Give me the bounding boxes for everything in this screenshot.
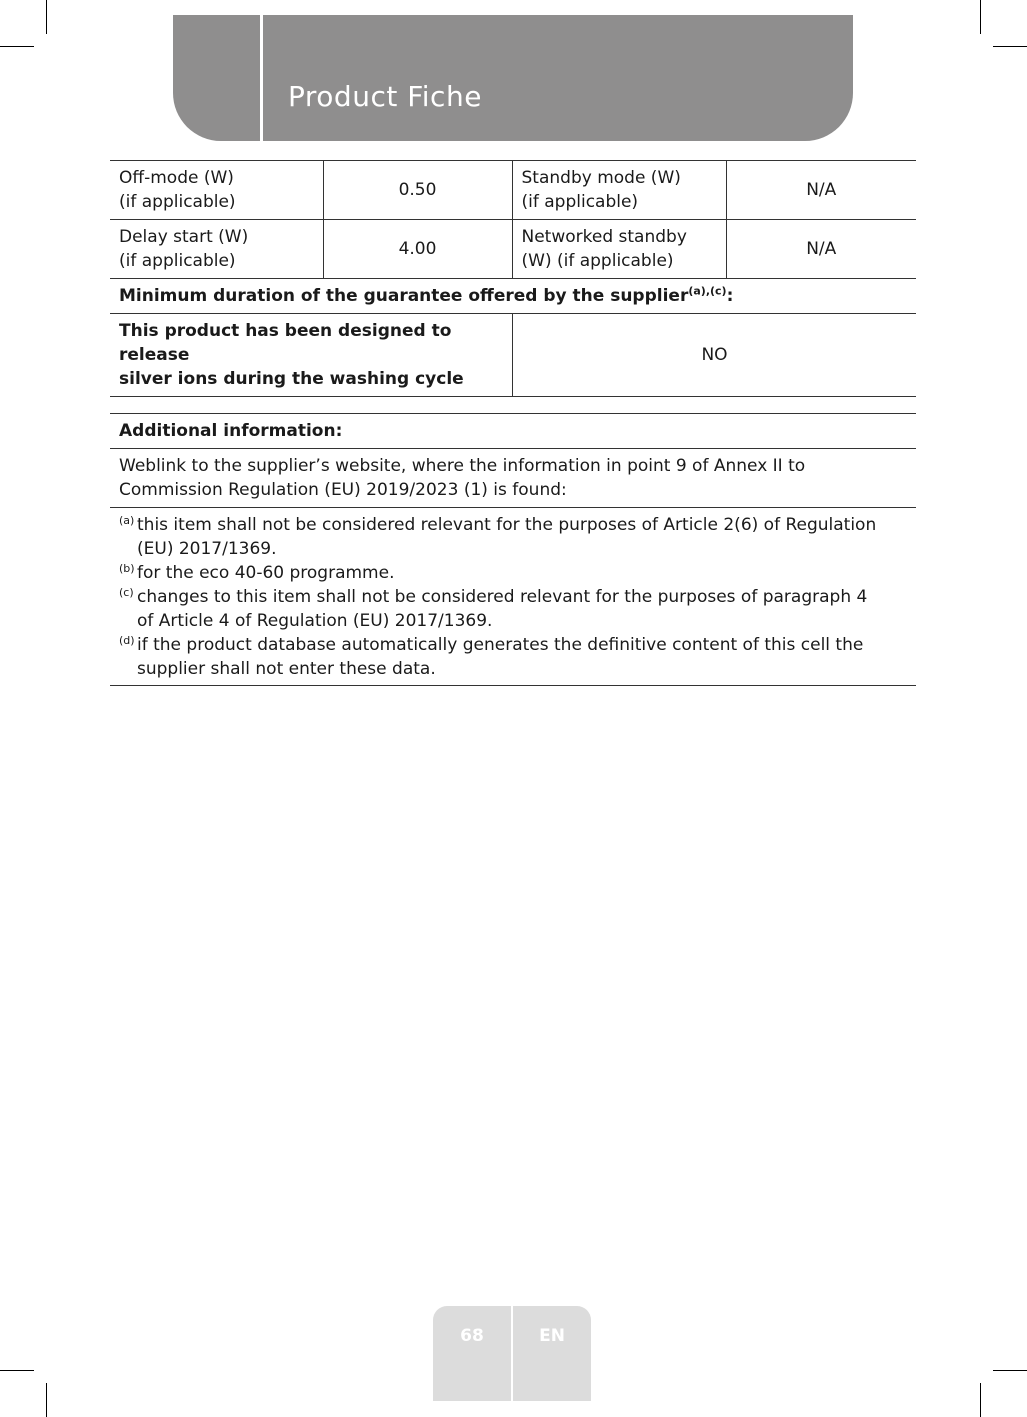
crop-mark	[0, 1370, 34, 1371]
delay-start-value: 4.00	[323, 220, 512, 279]
footnote	[119, 513, 907, 561]
footnote-text: changes to this item shall not be considered relevant for the purposes of paragraph 4 of Article 4 of Regulation (EU) 2017/1369.	[137, 587, 868, 631]
crop-mark	[993, 46, 1027, 47]
footnote-text: if the product database automatically generates the definitive content of this cell the supplier shall not enter these data.	[137, 635, 864, 679]
footnote-text: this item shall not be considered relevant for the purposes of Article 2(6) of Regulation (EU) 2017/1369.	[137, 515, 877, 559]
additional-info-heading: Additional information:	[110, 414, 916, 449]
product-fiche-content	[110, 160, 916, 686]
table-row	[110, 220, 916, 279]
page-number: 68	[433, 1306, 511, 1401]
networked-standby-value: N/A	[726, 220, 916, 279]
crop-mark	[46, 0, 47, 34]
silver-ions-label: This product has been designed to release silver ions during the washing cycle	[110, 314, 513, 396]
networked-standby-label: Networked standby (W) (if applicable)	[512, 220, 726, 279]
footnote-mark: (d)	[119, 634, 135, 647]
footnote-text: for the eco 40-60 programme.	[137, 563, 395, 583]
footnote-mark: (a)	[119, 514, 135, 527]
power-table	[110, 160, 916, 279]
delay-start-label: Delay start (W) (if applicable)	[110, 220, 323, 279]
section-spacer	[110, 397, 916, 414]
table-row	[110, 161, 916, 220]
guarantee-footnote-ref: (a),(c)	[688, 284, 727, 298]
header-tab	[173, 15, 853, 141]
footnote-mark: (c)	[119, 586, 134, 599]
standby-mode-value: N/A	[726, 161, 916, 220]
footnote	[119, 561, 907, 585]
weblink-row: Weblink to the supplier’s website, where the information in point 9 of Annex II to Commission Regulation (EU) 2019/2023 (1) is found:	[110, 449, 916, 508]
standby-mode-label: Standby mode (W) (if applicable)	[512, 161, 726, 220]
footnote	[119, 585, 907, 633]
crop-mark	[46, 1383, 47, 1417]
language-tab: EN	[513, 1306, 591, 1401]
guarantee-label: Minimum duration of the guarantee offered by the supplier	[119, 286, 689, 306]
silver-ions-row	[110, 314, 916, 397]
page-title: Product Fiche	[288, 80, 482, 113]
footnotes	[110, 508, 916, 686]
off-mode-value: 0.50	[323, 161, 512, 220]
silver-ions-value: NO	[701, 345, 728, 365]
header-divider	[260, 15, 263, 141]
crop-mark	[0, 46, 34, 47]
off-mode-label: Off-mode (W) (if applicable)	[110, 161, 323, 220]
crop-mark	[980, 1383, 981, 1417]
footnote	[119, 633, 907, 681]
guarantee-row: Minimum duration of the guarantee offered by the supplier$^{(a),(c)}$:	[110, 279, 916, 314]
crop-mark	[980, 0, 981, 34]
crop-mark	[993, 1370, 1027, 1371]
footnote-mark: (b)	[119, 562, 135, 575]
